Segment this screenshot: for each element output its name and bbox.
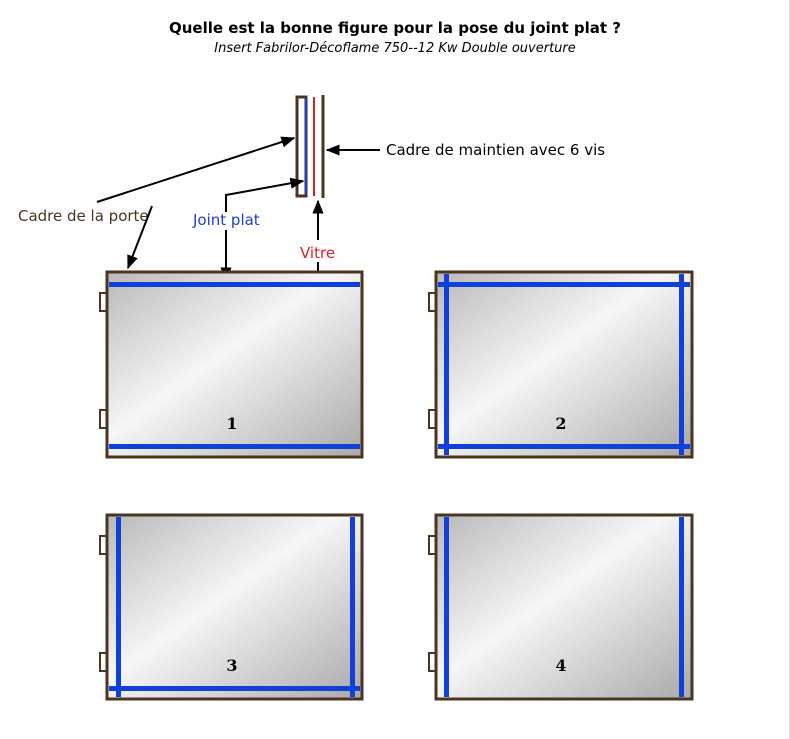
joint-bottom	[109, 444, 360, 449]
joint-left	[444, 274, 449, 455]
figure-number: 3	[226, 656, 238, 675]
page-title: Quelle est la bonne figure pour la pose du joint plat ?	[169, 19, 621, 37]
figure-3[interactable]	[100, 515, 362, 699]
label-cadre-porte: Cadre de la porte	[18, 207, 149, 225]
arrow-cadre-porte-to-section	[97, 138, 294, 202]
label-cadre-maintien: Cadre de maintien avec 6 vis	[386, 141, 606, 159]
label-vitre: Vitre	[300, 244, 336, 262]
joint-left	[116, 517, 121, 697]
joint-bottom	[109, 686, 360, 691]
cross-section-detail	[297, 95, 323, 198]
figure-number: 4	[555, 656, 567, 675]
label-joint-plat: Joint plat	[193, 211, 260, 229]
figure-4[interactable]	[429, 515, 692, 699]
joint-top	[438, 282, 690, 287]
figure-1[interactable]	[100, 272, 362, 457]
joint-right	[679, 274, 684, 455]
joint-right	[350, 517, 355, 697]
figure-number: 2	[555, 414, 567, 433]
figure-2[interactable]	[429, 272, 692, 457]
arrow-joint-plat-to-section	[226, 181, 303, 212]
joint-bottom	[438, 444, 690, 449]
joint-left	[444, 517, 449, 697]
joint-top	[109, 282, 360, 287]
page-subtitle: Insert Fabrilor-Décoflame 750--12 Kw Double ouverture	[214, 41, 576, 56]
figure-number: 1	[226, 414, 238, 433]
joint-right	[679, 517, 684, 697]
